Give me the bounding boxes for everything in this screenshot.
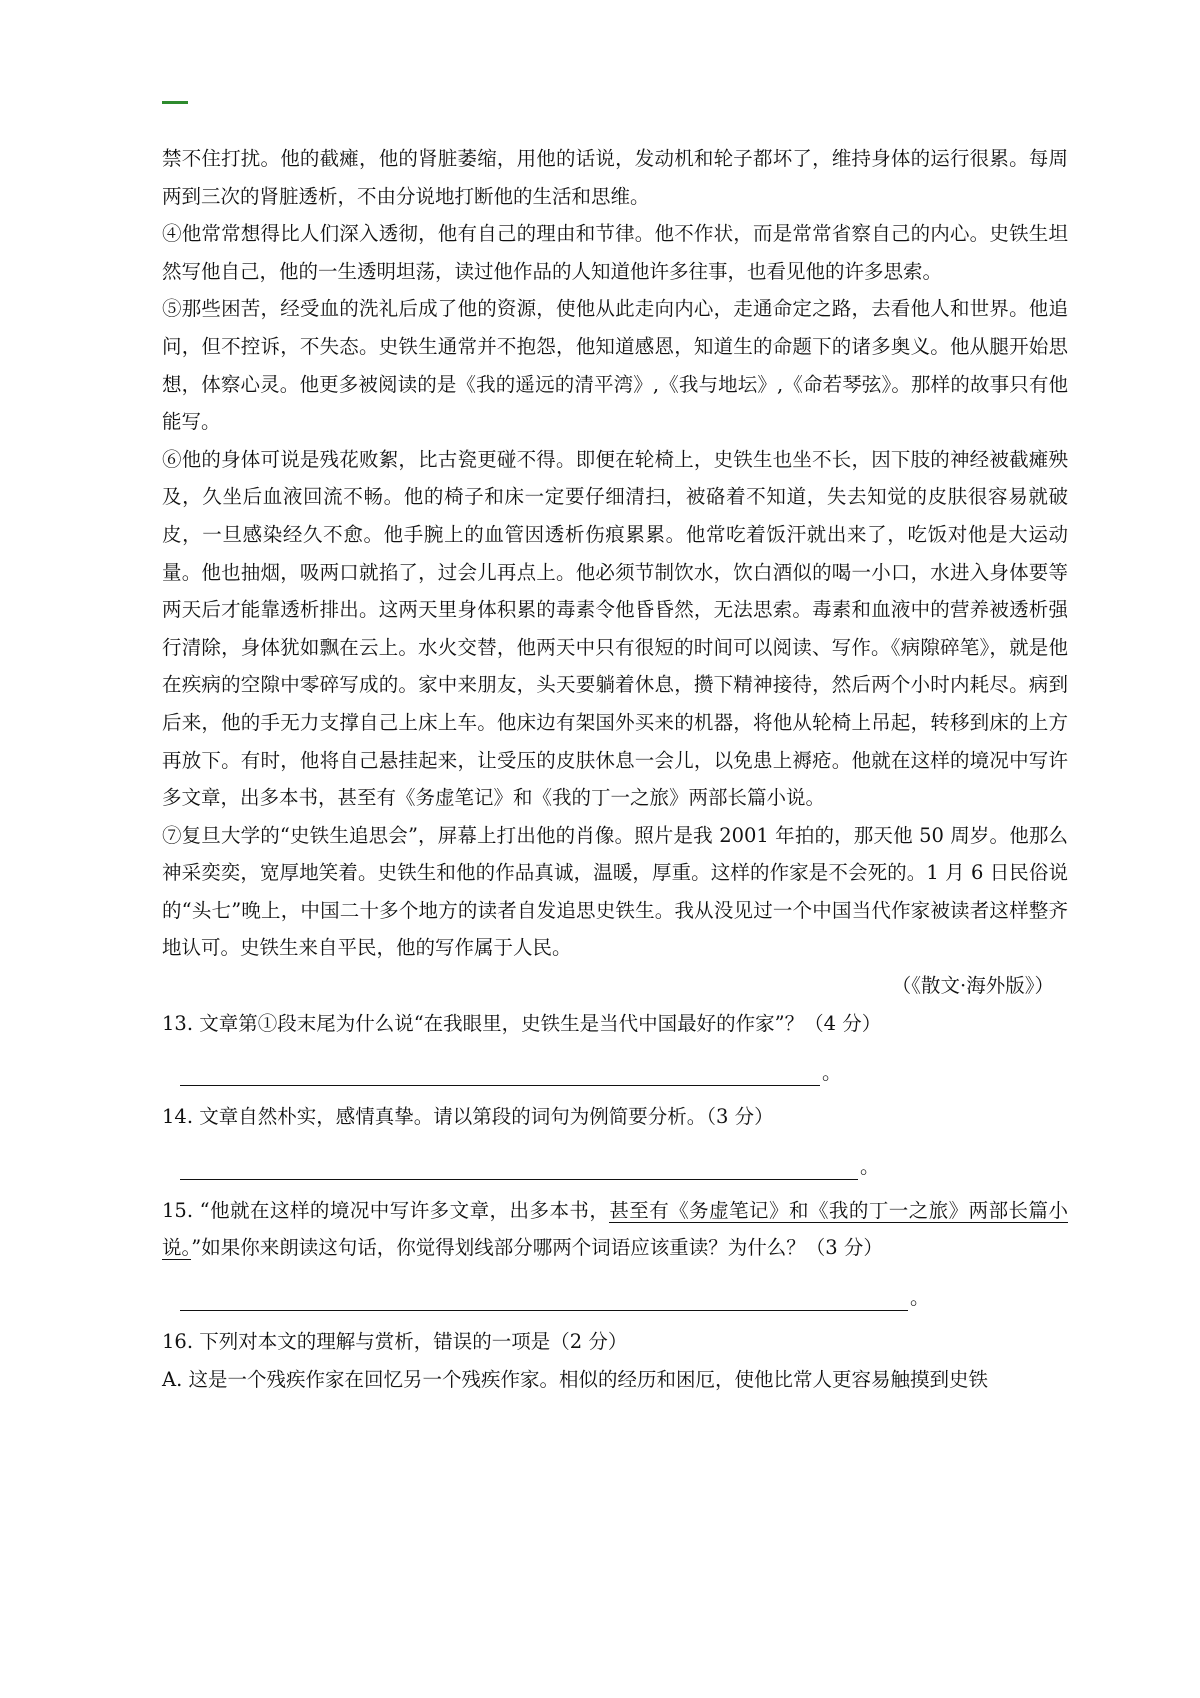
question-14: 14. 文章自然朴实，感情真挚。请以第段的词句为例简要分析。（3 分） [162,1105,774,1129]
question-16-option-a: A. 这是一个残疾作家在回忆另一个残疾作家。相似的经历和困厄，使他比常人更容易触摸到史铁 [162,1367,988,1391]
answer-period: 。 [910,1286,930,1310]
answer-line-13[interactable] [180,1059,820,1086]
paragraph-6: ⑥他的身体可说是残花败絮，比古瓷更碰不得。即便在轮椅上，史铁生也坐不长，因下肢的神经被截瘫殃及，久坐后血液回流不畅。他的椅子和床一定要仔细清扫，被硌着不知道，失去知觉的皮肤很容易就破皮，一旦感染经久不愈。他手腕上的血管因透析伤痕累累。他常吃着饭汗就出来了，吃饭对他是大运动量。他也抽烟，吸两口就掐了，过会儿再点上。他必须节制饮水，饮白酒似的喝一小口，水进入身体要等两天后才能靠透析排出。这两天里身体积累的毒素令他昏昏然，无法思索。毒素和血液中的营养被透析强行清除，身体犹如飘在云上。水火交替，他两天中只有很短的时间可以阅读、写作。《病隙碎笔》，就是他在疾病的空隙中零碎写成的。家中来朋友，头天要躺着休息，攒下精神接待，然后两个小时内耗尽。病到后来，他的手无力支撑自己上床上车。他床边有架国外买来的机器，将他从轮椅上吊起，转移到床的上方再放下。有时，他将自己悬挂起来，让受压的皮肤休息一会儿，以免患上褥疮。他就在这样的境况中写许多文章，出多本书，甚至有《务虚笔记》和《我的丁一之旅》两部长篇小说。 [162,447,1068,810]
answer-row-14 [180,1136,1068,1180]
paragraph-7: ⑦复旦大学的“史铁生追思会”，屏幕上打出他的肖像。照片是我 2001 年拍的，那天他 50 周岁。他那么神采奕奕，宽厚地笑着。史铁生和他的作品真诚，温暖，厚重。这样的作家是不会死的。1 月 6 日民俗说的“头七”晚上，中国二十多个地方的读者自发追思史铁生。我从没见过一个中国当代作家被读者这样整齐地认可。史铁生来自平民，他的写作属于人民。 [162,823,1068,960]
question-15-underlined: 甚至有《务虚笔记》和《我的丁一之旅》两部长篇小说。 [162,1198,1068,1260]
answer-line-15[interactable] [180,1284,908,1311]
question-13: 13. 文章第①段末尾为什么说“在我眼里，史铁生是当代中国最好的作家”？（4 分） [162,1011,882,1035]
answer-period: 。 [860,1154,880,1178]
question-15-prefix: 15. “他就在这样的境况中写许多文章，出多本书， [162,1198,610,1222]
paragraph-4: ④他常常想得比人们深入透彻，他有自己的理由和节律。他不作状，而是常常省察自己的内心。史铁生坦然写他自己，他的一生透明坦荡，读过他作品的人知道他许多往事，也看见他的许多思索。 [162,222,1068,283]
source-citation: （《散文·海外版》） [891,974,1054,998]
header-mark [162,101,188,104]
answer-line-14[interactable] [180,1153,858,1180]
answer-period: 。 [822,1061,842,1085]
question-16: 16. 下列对本文的理解与赏析，错误的一项是（2 分） [162,1330,628,1354]
answer-row-13 [180,1042,1068,1086]
paragraph-3-cont: 禁不住打扰。他的截瘫，他的肾脏萎缩，用他的话说，发动机和轮子都坏了，维持身体的运行很累。每周两到三次的肾脏透析，不由分说地打断他的生活和思维。 [162,147,1068,208]
page-content [162,140,1068,1398]
question-15 [162,1192,1068,1267]
answer-row-15 [180,1267,1068,1311]
paragraph-5: ⑤那些困苦，经受血的洗礼后成了他的资源，使他从此走向内心，走通命定之路，去看他人和世界。他追问，但不控诉，不失态。史铁生通常并不抱怨，他知道感恩，知道生的命题下的诸多奥义。他从腿开始思想，体察心灵。他更多被阅读的是《我的遥远的清平湾》,《我与地坛》,《命若琴弦》。那样的故事只有他能写。 [162,297,1068,434]
question-15-suffix: ”如果你来朗读这句话，你觉得划线部分哪两个词语应该重读？为什么？（3 分） [191,1236,883,1260]
